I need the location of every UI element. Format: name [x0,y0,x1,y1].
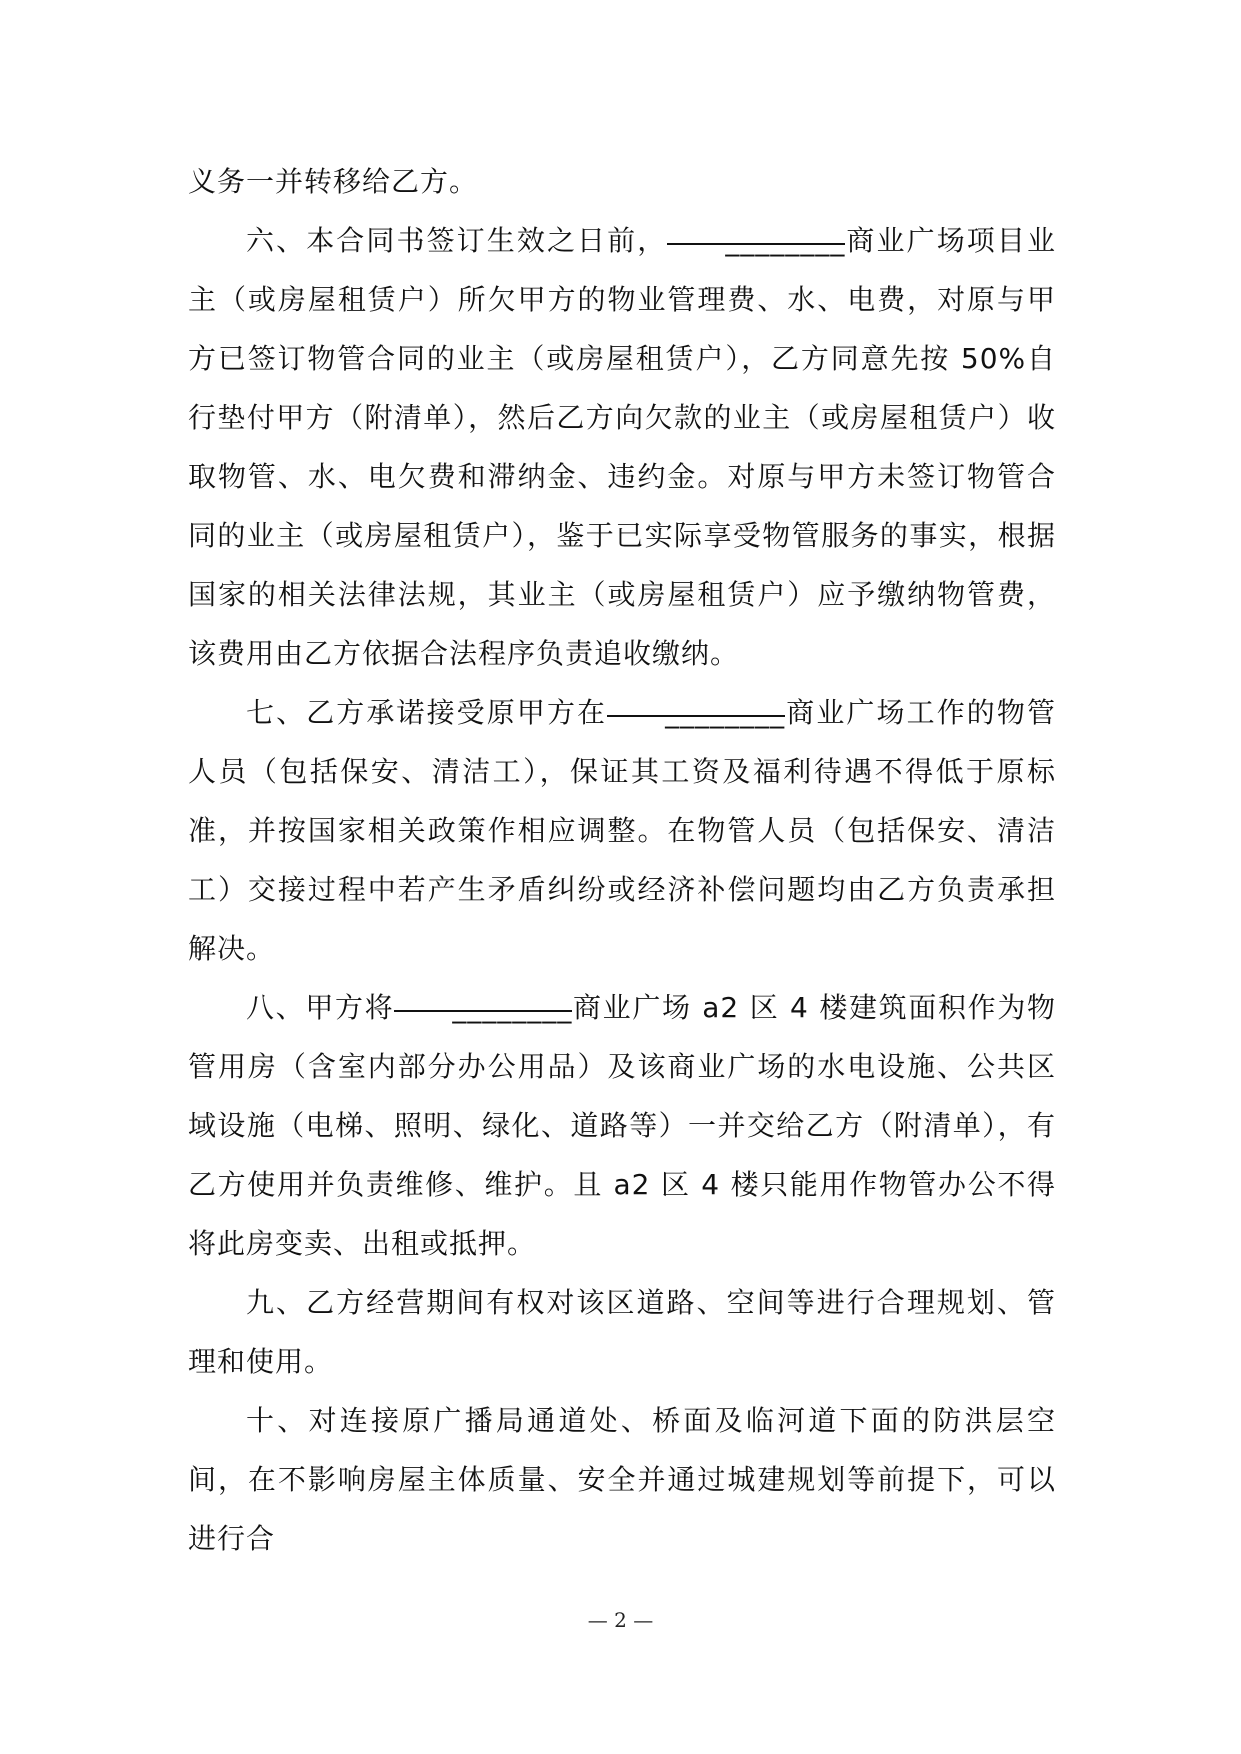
clause-seven-blank: ________ [607,683,785,717]
paragraph-continuation: 义务一并转移给乙方。 [188,165,479,198]
clause-six-lead: 六、本合同书签订生效之日前， [246,224,668,257]
clause-eight [188,978,1056,1273]
clause-ten: 十、对连接原广播局通道处、桥面及临河道下面的防洪层空间，在不影响房屋主体质量、安全并通过城建规划等前提下，可以进行合 [188,1404,1056,1555]
clause-nine: 九、乙方经营期间有权对该区道路、空间等进行合理规划、管理和使用。 [188,1286,1056,1378]
contract-body [188,152,1056,1568]
clause-eight-lead: 八、甲方将 [246,991,395,1024]
clause-six-blank: ________ [667,211,845,245]
clause-seven-rest: 商业广场工作的物管人员（包括保安、清洁工），保证其工资及福利待遇不得低于原标准，并按国家相关政策作相应调整。在物管人员（包括保安、清洁工）交接过程中若产生矛盾纠纷或经济补偿问题均由乙方负责承担解决。 [188,696,1056,965]
page-number: — 2 — [587,1608,654,1632]
clause-seven-lead: 七、乙方承诺接受原甲方在 [246,696,608,729]
clause-eight-rest: 商业广场 a2 区 4 楼建筑面积作为物管用房（含室内部分办公用品）及该商业广场的水电设施、公共区域设施（电梯、照明、绿化、道路等）一并交给乙方（附清单），有乙方使用并负责维修、维护。且 a2 区 4 楼只能用作物管办公不得将此房变卖、出租或抵押。 [188,991,1056,1260]
clause-seven [188,683,1056,978]
clause-eight-blank: ________ [394,978,572,1012]
clause-six-rest: 商业广场项目业主（或房屋租赁户）所欠甲方的物业管理费、水、电费，对原与甲方已签订物管合同的业主（或房屋租赁户），乙方同意先按 50%自行垫付甲方（附清单），然后乙方向欠款的业主（或房屋租赁户）收取物管、水、电欠费和滞纳金、违约金。对原与甲方未签订物管合同的业主（或房屋租赁户），鉴于已实际享受物管服务的事实，根据国家的相关法律法规，其业主（或房屋租赁户）应予缴纳物管费，该费用由乙方依据合法程序负责追收缴纳。 [188,224,1056,670]
clause-six [188,211,1056,683]
